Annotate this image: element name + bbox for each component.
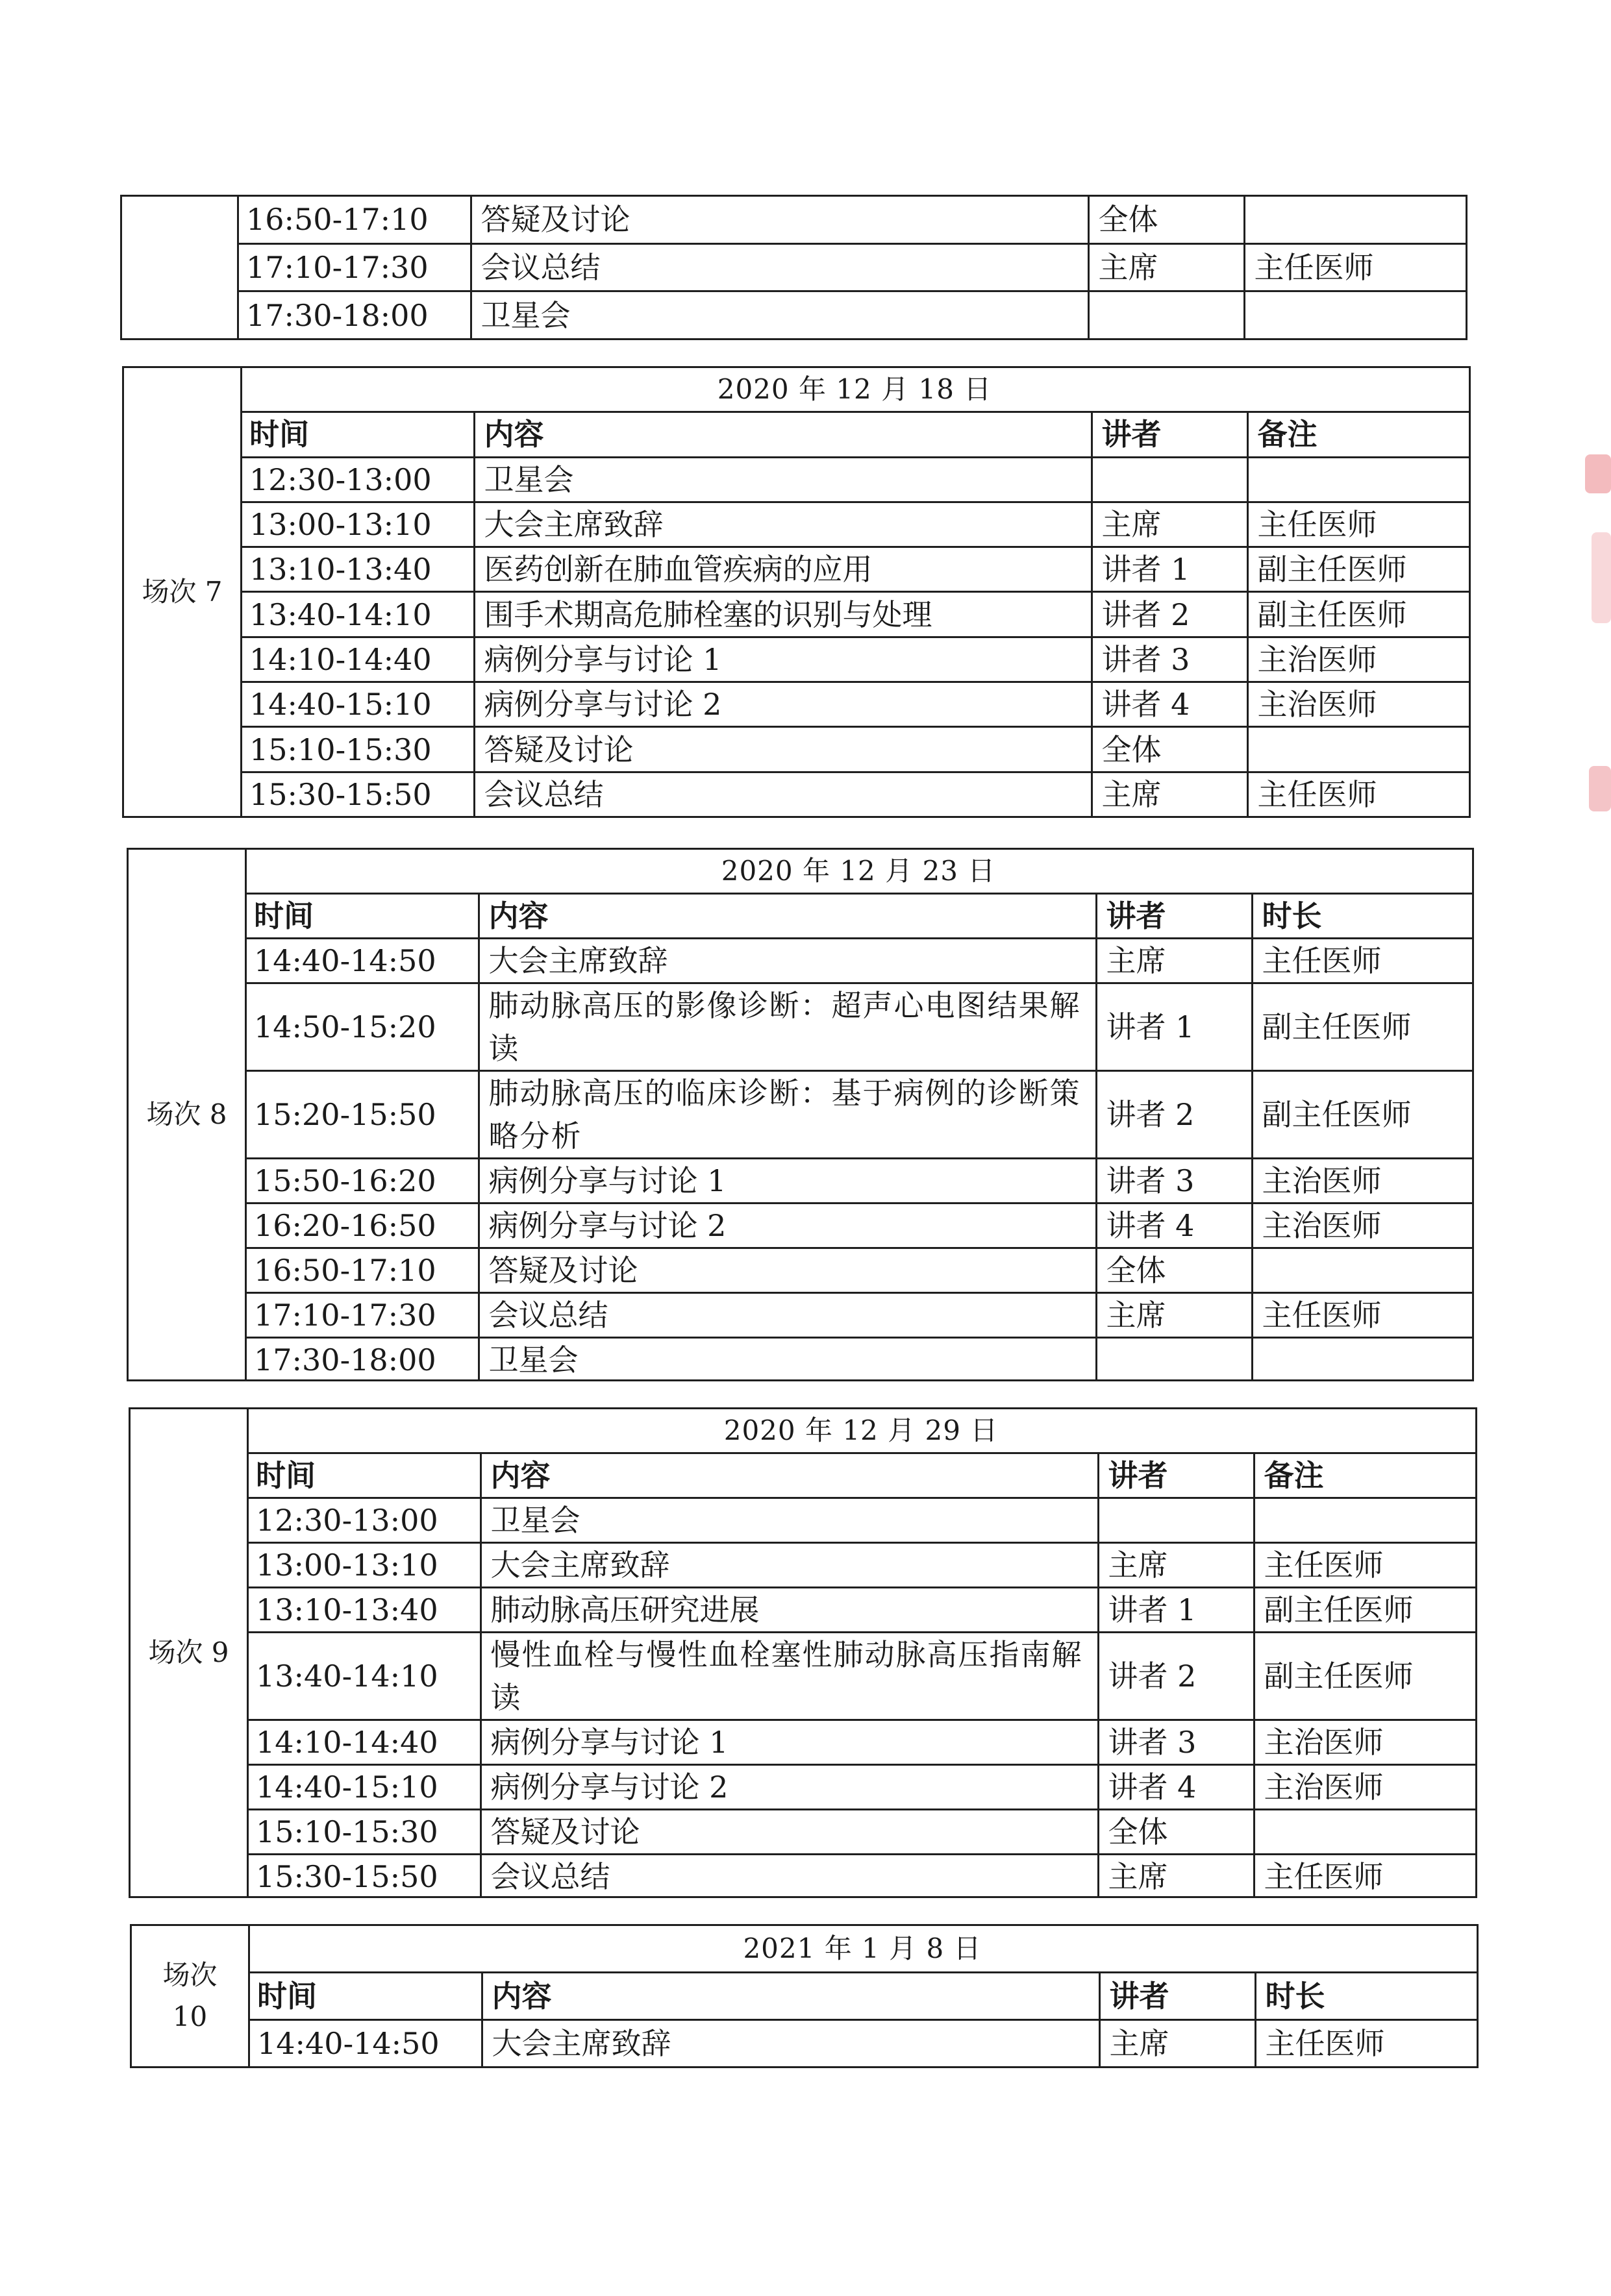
table-row	[245, 939, 1472, 983]
note-cell	[1254, 1810, 1475, 1855]
time-cell: 14:40-14:50	[248, 2020, 482, 2066]
time-cell: 15:30-15:50	[240, 772, 474, 816]
content-cell: 答疑及讨论	[479, 1248, 1096, 1293]
note-cell: 副主任医师	[1252, 1071, 1472, 1159]
note-cell: 主任医师	[1247, 772, 1469, 816]
note-cell	[1247, 727, 1469, 772]
content-cell: 病例分享与讨论 1	[474, 637, 1092, 682]
table-row	[247, 1588, 1475, 1633]
speaker-cell: 讲者 1	[1092, 547, 1247, 592]
content-cell: 肺动脉高压研究进展	[481, 1588, 1098, 1633]
content-cell: 卫星会	[479, 1338, 1096, 1382]
table-row	[248, 2020, 1477, 2066]
note-cell	[1252, 1338, 1472, 1382]
note-cell: 副主任医师	[1254, 1633, 1475, 1720]
table-row	[240, 592, 1469, 637]
time-cell: 15:10-15:30	[247, 1810, 481, 1855]
header-time: 时间	[245, 894, 479, 939]
note-cell	[1247, 457, 1469, 502]
header-speaker: 讲者	[1098, 1453, 1254, 1498]
speaker-cell	[1098, 1498, 1254, 1543]
content-cell: 围手术期高危肺栓塞的识别与处理	[474, 592, 1092, 637]
speaker-cell: 主席	[1098, 1543, 1254, 1588]
speaker-cell: 讲者 3	[1092, 637, 1247, 682]
content-cell: 大会主席致辞	[482, 2020, 1099, 2066]
time-cell: 15:30-15:50	[247, 1855, 481, 1899]
note-cell	[1244, 291, 1466, 338]
date-heading: 2021 年 1 月 8 日	[248, 1926, 1477, 1972]
content-cell: 肺动脉高压的临床诊断：基于病例的诊断策略分析	[479, 1071, 1096, 1159]
speaker-cell: 主席	[1088, 243, 1244, 291]
session-cell-empty	[122, 197, 239, 338]
note-cell: 主任医师	[1247, 502, 1469, 547]
schedule-block-session-9	[129, 1407, 1477, 1898]
time-cell: 14:40-15:10	[240, 682, 474, 727]
speaker-cell: 主席	[1092, 502, 1247, 547]
speaker-cell: 全体	[1088, 197, 1244, 243]
header-speaker: 讲者	[1096, 894, 1252, 939]
session-label: 场次 7	[124, 368, 242, 816]
date-heading: 2020 年 12 月 23 日	[245, 850, 1472, 894]
note-cell	[1254, 1498, 1475, 1543]
note-cell: 主治医师	[1254, 1765, 1475, 1810]
session-label: 场次 8	[129, 850, 247, 1379]
note-cell: 主任医师	[1252, 939, 1472, 983]
session-label: 场次 10	[132, 1926, 250, 2066]
speaker-cell: 讲者 2	[1092, 592, 1247, 637]
content-cell: 会议总结	[474, 772, 1092, 816]
time-cell: 17:30-18:00	[245, 1338, 479, 1382]
schedule-block-session-8	[127, 848, 1474, 1381]
speaker-cell	[1096, 1338, 1252, 1382]
time-cell: 13:00-13:10	[247, 1543, 481, 1588]
date-row	[247, 1409, 1475, 1453]
speaker-cell: 讲者 2	[1098, 1633, 1254, 1720]
note-cell: 主任医师	[1244, 243, 1466, 291]
time-cell: 14:10-14:40	[240, 637, 474, 682]
speaker-cell: 主席	[1096, 939, 1252, 983]
table-row	[245, 1071, 1472, 1159]
table-row	[237, 197, 1466, 243]
note-cell: 主任医师	[1254, 1543, 1475, 1588]
speaker-cell: 全体	[1092, 727, 1247, 772]
time-cell: 13:40-14:10	[247, 1633, 481, 1720]
note-cell: 主治医师	[1254, 1720, 1475, 1765]
time-cell: 15:50-16:20	[245, 1159, 479, 1204]
table-row	[247, 1498, 1475, 1543]
time-cell: 14:50-15:20	[245, 983, 479, 1071]
time-cell: 17:30-18:00	[237, 291, 471, 338]
schedule-table	[245, 850, 1472, 1381]
table-row	[245, 1338, 1472, 1382]
date-heading: 2020 年 12 月 18 日	[240, 368, 1469, 412]
speaker-cell: 全体	[1098, 1810, 1254, 1855]
speaker-cell	[1092, 457, 1247, 502]
schedule-block-continued	[120, 195, 1467, 340]
table-row	[247, 1543, 1475, 1588]
header-speaker: 讲者	[1099, 1972, 1255, 2019]
content-cell: 答疑及讨论	[471, 197, 1088, 243]
date-row	[248, 1926, 1477, 1972]
table-row	[247, 1633, 1475, 1720]
schedule-table	[247, 1409, 1475, 1898]
table-row	[237, 243, 1466, 291]
header-time: 时间	[247, 1453, 481, 1498]
speaker-cell: 主席	[1099, 2020, 1255, 2066]
speaker-cell	[1088, 291, 1244, 338]
content-cell: 慢性血栓与慢性血栓塞性肺动脉高压指南解读	[481, 1633, 1098, 1720]
time-cell: 14:40-15:10	[247, 1765, 481, 1810]
time-cell: 15:10-15:30	[240, 727, 474, 772]
speaker-cell: 讲者 4	[1092, 682, 1247, 727]
table-row	[240, 502, 1469, 547]
table-row	[247, 1720, 1475, 1765]
content-cell: 答疑及讨论	[474, 727, 1092, 772]
note-cell: 主治医师	[1247, 637, 1469, 682]
schedule-table	[237, 197, 1466, 338]
header-note: 时长	[1255, 1972, 1477, 2019]
table-row	[245, 1159, 1472, 1204]
header-time: 时间	[240, 412, 474, 457]
speaker-cell: 讲者 1	[1096, 983, 1252, 1071]
content-cell: 会议总结	[471, 243, 1088, 291]
content-cell: 病例分享与讨论 2	[479, 1204, 1096, 1248]
schedule-table	[240, 368, 1469, 816]
speaker-cell: 讲者 3	[1098, 1720, 1254, 1765]
time-cell: 16:50-17:10	[237, 197, 471, 243]
note-cell: 副主任医师	[1247, 547, 1469, 592]
header-note: 备注	[1254, 1453, 1475, 1498]
content-cell: 病例分享与讨论 1	[479, 1159, 1096, 1204]
time-cell: 13:40-14:10	[240, 592, 474, 637]
note-cell: 副主任医师	[1252, 983, 1472, 1071]
header-speaker: 讲者	[1092, 412, 1247, 457]
content-cell: 大会主席致辞	[474, 502, 1092, 547]
speaker-cell: 主席	[1098, 1855, 1254, 1899]
seal-stamp-edge	[1589, 766, 1611, 811]
note-cell: 主治医师	[1252, 1159, 1472, 1204]
speaker-cell: 讲者 4	[1098, 1765, 1254, 1810]
header-content: 内容	[479, 894, 1096, 939]
content-cell: 病例分享与讨论 2	[481, 1765, 1098, 1810]
header-content: 内容	[482, 1972, 1099, 2019]
table-row	[245, 1204, 1472, 1248]
time-cell: 17:10-17:30	[245, 1293, 479, 1338]
time-cell: 14:40-14:50	[245, 939, 479, 983]
header-time: 时间	[248, 1972, 482, 2019]
table-row	[245, 983, 1472, 1071]
speaker-cell: 全体	[1096, 1248, 1252, 1293]
content-cell: 卫星会	[471, 291, 1088, 338]
schedule-block-session-10	[130, 1924, 1479, 2068]
header-row	[247, 1453, 1475, 1498]
header-content: 内容	[474, 412, 1092, 457]
content-cell: 医药创新在肺血管疾病的应用	[474, 547, 1092, 592]
content-cell: 病例分享与讨论 2	[474, 682, 1092, 727]
table-row	[240, 772, 1469, 816]
content-cell: 卫星会	[474, 457, 1092, 502]
table-row	[247, 1810, 1475, 1855]
schedule-block-session-7	[122, 366, 1471, 818]
speaker-cell: 主席	[1096, 1293, 1252, 1338]
content-cell: 病例分享与讨论 1	[481, 1720, 1098, 1765]
note-cell: 主任医师	[1254, 1855, 1475, 1899]
time-cell: 17:10-17:30	[237, 243, 471, 291]
time-cell: 16:50-17:10	[245, 1248, 479, 1293]
time-cell: 15:20-15:50	[245, 1071, 479, 1159]
note-cell: 副主任医师	[1254, 1588, 1475, 1633]
time-cell: 12:30-13:00	[240, 457, 474, 502]
speaker-cell: 讲者 3	[1096, 1159, 1252, 1204]
content-cell: 大会主席致辞	[479, 939, 1096, 983]
date-heading: 2020 年 12 月 29 日	[247, 1409, 1475, 1453]
time-cell: 14:10-14:40	[247, 1720, 481, 1765]
seal-stamp-edge	[1592, 532, 1611, 623]
table-row	[240, 547, 1469, 592]
header-note: 备注	[1247, 412, 1469, 457]
content-cell: 会议总结	[481, 1855, 1098, 1899]
table-row	[247, 1765, 1475, 1810]
note-cell: 主治医师	[1247, 682, 1469, 727]
seal-stamp-edge	[1585, 454, 1611, 493]
speaker-cell: 讲者 2	[1096, 1071, 1252, 1159]
table-row	[240, 682, 1469, 727]
table-row	[245, 1293, 1472, 1338]
content-cell: 会议总结	[479, 1293, 1096, 1338]
content-cell: 卫星会	[481, 1498, 1098, 1543]
speaker-cell: 讲者 4	[1096, 1204, 1252, 1248]
content-cell: 大会主席致辞	[481, 1543, 1098, 1588]
session-label: 场次 9	[131, 1409, 249, 1896]
time-cell: 13:10-13:40	[247, 1588, 481, 1633]
speaker-cell: 主席	[1092, 772, 1247, 816]
date-row	[245, 850, 1472, 894]
table-row	[240, 727, 1469, 772]
schedule-table	[248, 1926, 1477, 2066]
table-row	[247, 1855, 1475, 1899]
header-row	[245, 894, 1472, 939]
time-cell: 16:20-16:50	[245, 1204, 479, 1248]
time-cell: 13:00-13:10	[240, 502, 474, 547]
table-row	[237, 291, 1466, 338]
header-content: 内容	[481, 1453, 1098, 1498]
note-cell	[1252, 1248, 1472, 1293]
content-cell: 肺动脉高压的影像诊断：超声心电图结果解读	[479, 983, 1096, 1071]
header-row	[248, 1972, 1477, 2019]
header-note: 时长	[1252, 894, 1472, 939]
time-cell: 12:30-13:00	[247, 1498, 481, 1543]
table-row	[240, 457, 1469, 502]
speaker-cell: 讲者 1	[1098, 1588, 1254, 1633]
note-cell: 主任医师	[1255, 2020, 1477, 2066]
note-cell	[1244, 197, 1466, 243]
note-cell: 副主任医师	[1247, 592, 1469, 637]
note-cell: 主治医师	[1252, 1204, 1472, 1248]
time-cell: 13:10-13:40	[240, 547, 474, 592]
date-row	[240, 368, 1469, 412]
table-row	[240, 637, 1469, 682]
note-cell: 主任医师	[1252, 1293, 1472, 1338]
header-row	[240, 412, 1469, 457]
table-row	[245, 1248, 1472, 1293]
content-cell: 答疑及讨论	[481, 1810, 1098, 1855]
